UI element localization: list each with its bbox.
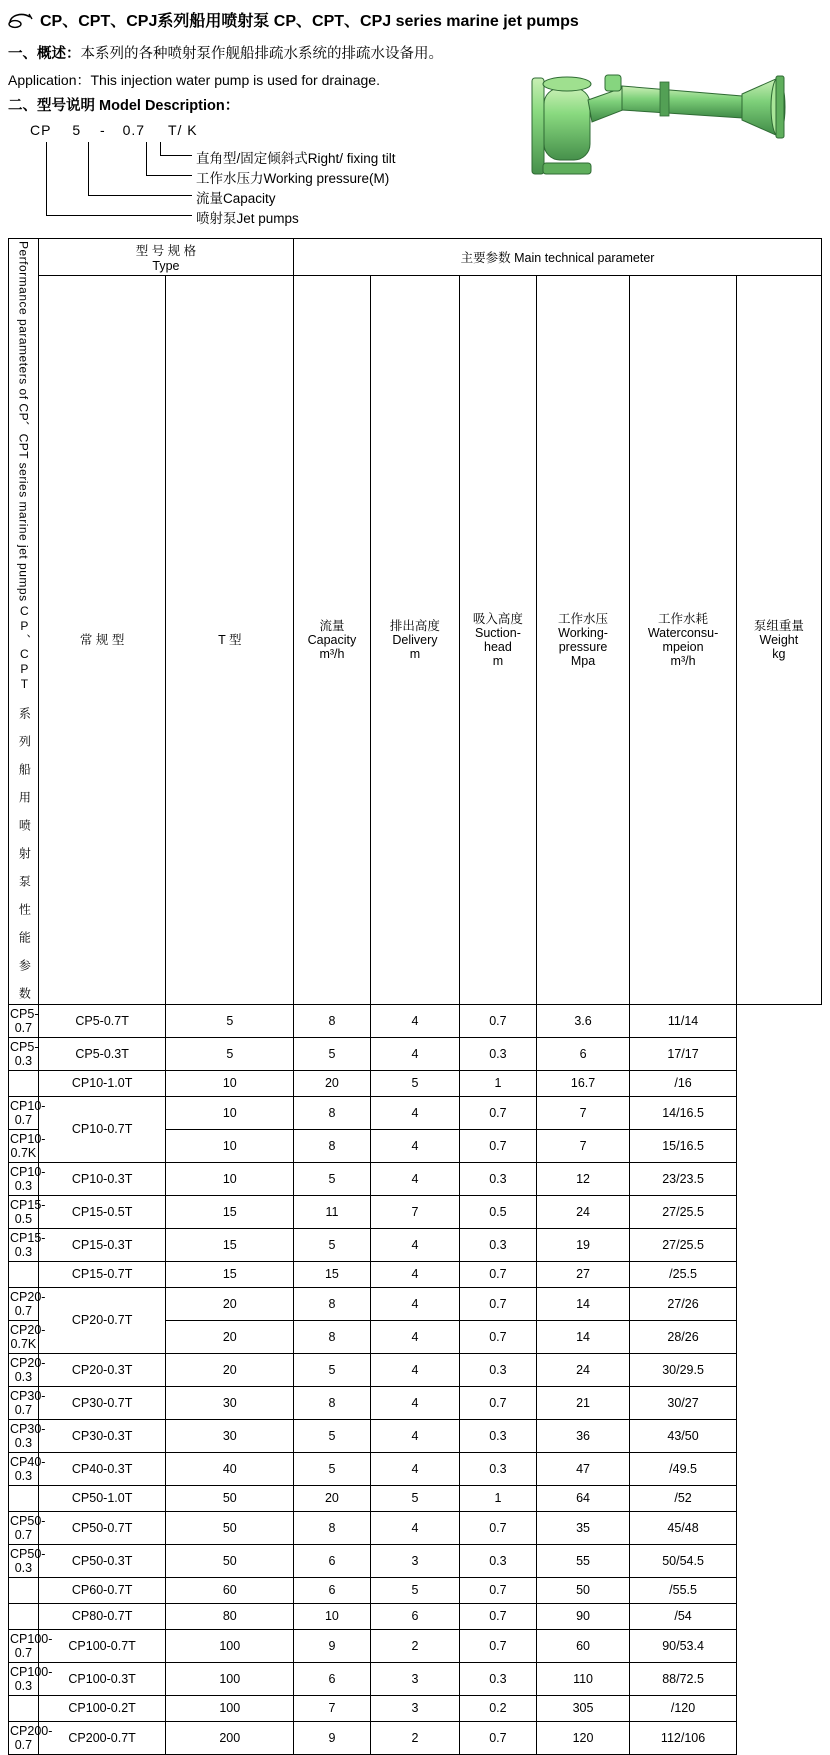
cell-suction-head: 3 <box>370 1544 459 1577</box>
cell-capacity: 10 <box>166 1162 294 1195</box>
cell-weight: 23/23.5 <box>630 1162 736 1195</box>
cell-t-type: CP100-0.2T <box>38 1695 166 1721</box>
cell-weight: 27/25.5 <box>630 1195 736 1228</box>
col-pressure-cn: 工作水压 <box>558 611 609 626</box>
table-row <box>9 1485 822 1511</box>
cell-regular-type: CP50-0.3 <box>9 1544 39 1577</box>
cell-capacity: 15 <box>166 1228 294 1261</box>
cell-capacity: 10 <box>166 1070 294 1096</box>
cell-regular-type: CP10-0.7K <box>9 1129 39 1162</box>
cell-water-consumption: 50 <box>536 1577 630 1603</box>
col-pressure-unit: Mpa <box>570 653 596 668</box>
col-capacity-cn: 流量 <box>319 618 345 633</box>
cell-water-consumption: 24 <box>536 1195 630 1228</box>
cell-weight: /54 <box>630 1603 736 1629</box>
col-consumption-header <box>630 276 736 1005</box>
cell-capacity: 50 <box>166 1544 294 1577</box>
cell-working-pressure: 0.5 <box>460 1195 537 1228</box>
cell-regular-type: CP200-0.7 <box>9 1721 39 1754</box>
cell-t-type: CP50-0.7T <box>38 1511 166 1544</box>
table-row <box>9 1386 822 1419</box>
cell-suction-head: 6 <box>370 1603 459 1629</box>
cell-suction-head: 4 <box>370 1261 459 1287</box>
col-capacity-header <box>294 276 371 1005</box>
cell-regular-type: CP20-0.7K <box>9 1320 39 1353</box>
cell-suction-head: 4 <box>370 1228 459 1261</box>
cell-t-type: CP30-0.7T <box>38 1386 166 1419</box>
cell-water-consumption: 47 <box>536 1452 630 1485</box>
cell-delivery: 8 <box>294 1129 371 1162</box>
col-t-header: T 型 <box>166 276 294 1005</box>
cell-working-pressure: 1 <box>460 1070 537 1096</box>
cell-delivery: 6 <box>294 1544 371 1577</box>
cell-working-pressure: 0.3 <box>460 1452 537 1485</box>
cell-delivery: 8 <box>294 1004 371 1037</box>
cell-t-type: CP20-0.7T <box>38 1287 166 1353</box>
cell-t-type: CP30-0.3T <box>38 1419 166 1452</box>
side-label-cell <box>9 239 39 1005</box>
type-header <box>38 239 293 276</box>
cell-working-pressure: 0.7 <box>460 1511 537 1544</box>
cell-t-type: CP10-0.3T <box>38 1162 166 1195</box>
cell-weight: /55.5 <box>630 1577 736 1603</box>
cell-regular-type: CP20-0.7 <box>9 1287 39 1320</box>
cell-water-consumption: 19 <box>536 1228 630 1261</box>
cell-capacity: 60 <box>166 1577 294 1603</box>
cell-delivery: 20 <box>294 1485 371 1511</box>
cell-suction-head: 4 <box>370 1037 459 1070</box>
cell-regular-type: CP100-0.7 <box>9 1629 39 1662</box>
cell-working-pressure: 0.7 <box>460 1129 537 1162</box>
cell-suction-head: 4 <box>370 1386 459 1419</box>
table-row <box>9 1629 822 1662</box>
cell-regular-type: CP30-0.7 <box>9 1386 39 1419</box>
cell-working-pressure: 0.7 <box>460 1629 537 1662</box>
cell-working-pressure: 1 <box>460 1485 537 1511</box>
cell-water-consumption: 60 <box>536 1629 630 1662</box>
cell-weight: 15/16.5 <box>630 1129 736 1162</box>
cell-regular-type: CP15-0.5 <box>9 1195 39 1228</box>
cell-regular-type: CP30-0.3 <box>9 1419 39 1452</box>
table-header-row-1 <box>9 239 822 276</box>
cell-capacity: 5 <box>166 1037 294 1070</box>
cell-delivery: 15 <box>294 1261 371 1287</box>
cell-working-pressure: 0.7 <box>460 1320 537 1353</box>
cell-suction-head: 4 <box>370 1419 459 1452</box>
cell-regular-type: CP50-0.7 <box>9 1511 39 1544</box>
cell-regular-type: CP40-0.3 <box>9 1452 39 1485</box>
cell-t-type: CP10-0.7T <box>38 1096 166 1162</box>
cell-weight: 45/48 <box>630 1511 736 1544</box>
cell-working-pressure: 0.3 <box>460 1162 537 1195</box>
cell-t-type: CP20-0.3T <box>38 1353 166 1386</box>
col-pressure-header <box>536 276 630 1005</box>
leader-line-4 <box>46 142 192 216</box>
side-label-english: Performance parameters of CP、CPT series marine jet pumps <box>16 241 31 602</box>
cell-delivery: 9 <box>294 1629 371 1662</box>
main-param-header: 主要参数 Main technical parameter <box>294 239 822 276</box>
cell-delivery: 10 <box>294 1603 371 1629</box>
table-row <box>9 1261 822 1287</box>
code-part-dash: - <box>100 122 106 138</box>
cell-capacity: 200 <box>166 1721 294 1754</box>
cell-capacity: 50 <box>166 1485 294 1511</box>
cell-working-pressure: 0.7 <box>460 1261 537 1287</box>
overview-label: 一、概述： <box>8 46 81 62</box>
cell-delivery: 9 <box>294 1721 371 1754</box>
cell-suction-head: 4 <box>370 1353 459 1386</box>
table-row <box>9 1603 822 1629</box>
cell-water-consumption: 7 <box>536 1096 630 1129</box>
col-suction-cn: 吸入高度 <box>472 611 523 626</box>
col-pressure-en: Working-pressure <box>558 625 608 654</box>
model-code-diagram <box>0 122 830 232</box>
cell-delivery: 8 <box>294 1320 371 1353</box>
cell-water-consumption: 120 <box>536 1721 630 1754</box>
cell-capacity: 15 <box>166 1261 294 1287</box>
cell-delivery: 20 <box>294 1070 371 1096</box>
cell-working-pressure: 0.3 <box>460 1419 537 1452</box>
cell-weight: 11/14 <box>630 1004 736 1037</box>
cell-suction-head: 4 <box>370 1511 459 1544</box>
model-desc-label: 二、型号说明 Model Description： <box>8 98 240 114</box>
cell-regular-type: CP100-0.3 <box>9 1662 39 1695</box>
cell-weight: /49.5 <box>630 1452 736 1485</box>
cell-water-consumption: 14 <box>536 1320 630 1353</box>
cell-delivery: 11 <box>294 1195 371 1228</box>
cell-water-consumption: 64 <box>536 1485 630 1511</box>
cell-weight: 27/26 <box>630 1287 736 1320</box>
cell-weight: 88/72.5 <box>630 1662 736 1695</box>
cell-suction-head: 4 <box>370 1320 459 1353</box>
cell-suction-head: 5 <box>370 1485 459 1511</box>
cell-suction-head: 2 <box>370 1721 459 1754</box>
table-row <box>9 1511 822 1544</box>
cell-working-pressure: 0.3 <box>460 1037 537 1070</box>
cell-weight: 14/16.5 <box>630 1096 736 1129</box>
cell-working-pressure: 0.3 <box>460 1544 537 1577</box>
cell-working-pressure: 0.7 <box>460 1287 537 1320</box>
cell-working-pressure: 0.3 <box>460 1353 537 1386</box>
cell-suction-head: 5 <box>370 1070 459 1096</box>
callout-label-2: 工作水压力Working pressure(M) <box>196 171 390 186</box>
cell-capacity: 100 <box>166 1695 294 1721</box>
cell-suction-head: 2 <box>370 1629 459 1662</box>
col-regular-header: 常 规 型 <box>38 276 166 1005</box>
cell-suction-head: 3 <box>370 1695 459 1721</box>
cell-weight: 28/26 <box>630 1320 736 1353</box>
callout-label-3: 流量Capacity <box>196 191 276 206</box>
cell-capacity: 80 <box>166 1603 294 1629</box>
cell-capacity: 50 <box>166 1511 294 1544</box>
cell-water-consumption: 14 <box>536 1287 630 1320</box>
cell-weight: 30/27 <box>630 1386 736 1419</box>
cell-working-pressure: 0.7 <box>460 1603 537 1629</box>
code-part-type: T/ K <box>167 122 198 138</box>
cell-delivery: 5 <box>294 1162 371 1195</box>
cell-capacity: 40 <box>166 1452 294 1485</box>
cell-t-type: CP100-0.7T <box>38 1629 166 1662</box>
cell-regular-type <box>9 1603 39 1629</box>
cell-water-consumption: 21 <box>536 1386 630 1419</box>
cell-weight: /120 <box>630 1695 736 1721</box>
col-delivery-header <box>370 276 459 1005</box>
cell-t-type: CP40-0.3T <box>38 1452 166 1485</box>
cell-regular-type <box>9 1070 39 1096</box>
cell-regular-type <box>9 1485 39 1511</box>
col-delivery-cn: 排出高度 <box>389 618 440 633</box>
cell-water-consumption: 110 <box>536 1662 630 1695</box>
table-row <box>9 1452 822 1485</box>
pump-logo-icon <box>8 10 34 30</box>
table-row <box>9 1096 822 1129</box>
cell-t-type: CP50-0.3T <box>38 1544 166 1577</box>
cell-capacity: 10 <box>166 1096 294 1129</box>
cell-t-type: CP15-0.7T <box>38 1261 166 1287</box>
cell-weight: /52 <box>630 1485 736 1511</box>
table-row <box>9 1577 822 1603</box>
cell-working-pressure: 0.3 <box>460 1662 537 1695</box>
cell-water-consumption: 7 <box>536 1129 630 1162</box>
overview-line <box>8 44 512 65</box>
cell-t-type: CP5-0.7T <box>38 1004 166 1037</box>
cell-capacity: 5 <box>166 1004 294 1037</box>
cell-working-pressure: 0.7 <box>460 1721 537 1754</box>
cell-water-consumption: 3.6 <box>536 1004 630 1037</box>
cell-water-consumption: 16.7 <box>536 1070 630 1096</box>
cell-delivery: 8 <box>294 1287 371 1320</box>
callout-label-4: 喷射泵Jet pumps <box>196 211 299 226</box>
cell-delivery: 5 <box>294 1452 371 1485</box>
cell-t-type: CP50-1.0T <box>38 1485 166 1511</box>
col-weight-unit: kg <box>772 646 786 661</box>
cell-t-type: CP10-1.0T <box>38 1070 166 1096</box>
table-row <box>9 1004 822 1037</box>
cell-capacity: 15 <box>166 1195 294 1228</box>
cell-weight: 90/53.4 <box>630 1629 736 1662</box>
cell-regular-type <box>9 1261 39 1287</box>
cell-delivery: 5 <box>294 1228 371 1261</box>
callout-label-1: 直角型/固定倾斜式Right/ fixing tilt <box>196 151 396 166</box>
cell-suction-head: 7 <box>370 1195 459 1228</box>
cell-working-pressure: 0.3 <box>460 1228 537 1261</box>
cell-delivery: 5 <box>294 1353 371 1386</box>
type-header-en: Type <box>152 259 180 273</box>
col-suction-header <box>460 276 537 1005</box>
col-delivery-en: Delivery <box>392 632 438 647</box>
cell-regular-type <box>9 1577 39 1603</box>
table-row <box>9 1162 822 1195</box>
cell-weight: 30/29.5 <box>630 1353 736 1386</box>
cell-t-type: CP60-0.7T <box>38 1577 166 1603</box>
cell-regular-type: CP10-0.3 <box>9 1162 39 1195</box>
intro-block <box>0 33 520 117</box>
cell-suction-head: 4 <box>370 1096 459 1129</box>
cell-regular-type: CP10-0.7 <box>9 1096 39 1129</box>
cell-suction-head: 5 <box>370 1577 459 1603</box>
cell-weight: 17/17 <box>630 1037 736 1070</box>
cell-delivery: 7 <box>294 1695 371 1721</box>
cell-suction-head: 4 <box>370 1287 459 1320</box>
cell-water-consumption: 35 <box>536 1511 630 1544</box>
cell-t-type: CP15-0.5T <box>38 1195 166 1228</box>
table-row <box>9 1070 822 1096</box>
cell-water-consumption: 90 <box>536 1603 630 1629</box>
cell-capacity: 100 <box>166 1629 294 1662</box>
table-row <box>9 1353 822 1386</box>
overview-text: 本系列的各种喷射泵作舰船排疏水系统的排疏水设备用。 <box>80 46 443 62</box>
table-row <box>9 1721 822 1754</box>
cell-capacity: 20 <box>166 1353 294 1386</box>
model-code-line <box>30 122 198 138</box>
cell-working-pressure: 0.7 <box>460 1096 537 1129</box>
col-weight-header <box>736 276 821 1005</box>
col-consumption-unit: m³/h <box>670 653 696 668</box>
cell-water-consumption: 55 <box>536 1544 630 1577</box>
cell-t-type: CP200-0.7T <box>38 1721 166 1754</box>
cell-weight: 112/106 <box>630 1721 736 1754</box>
cell-suction-head: 4 <box>370 1004 459 1037</box>
col-capacity-unit: m³/h <box>319 646 345 661</box>
cell-weight: 50/54.5 <box>630 1544 736 1577</box>
cell-weight: /25.5 <box>630 1261 736 1287</box>
type-header-cn: 型 号 规 格 <box>135 244 197 258</box>
page-title: CP、CPT、CPJ系列船用喷射泵 CP、CPT、CPJ series marine jet pumps <box>40 13 579 30</box>
cell-capacity: 30 <box>166 1386 294 1419</box>
cell-t-type: CP5-0.3T <box>38 1037 166 1070</box>
col-suction-en: Suction-head <box>475 625 521 654</box>
cell-working-pressure: 0.2 <box>460 1695 537 1721</box>
cell-water-consumption: 27 <box>536 1261 630 1287</box>
cell-water-consumption: 6 <box>536 1037 630 1070</box>
spec-table <box>8 238 822 1755</box>
cell-suction-head: 4 <box>370 1162 459 1195</box>
table-row <box>9 1662 822 1695</box>
cell-regular-type: CP15-0.3 <box>9 1228 39 1261</box>
cell-delivery: 8 <box>294 1386 371 1419</box>
side-label-chinese: CP、CPT 系 列 船 用 喷 射 泵 性 能 参 数 <box>17 603 32 1000</box>
cell-delivery: 6 <box>294 1662 371 1695</box>
cell-capacity: 20 <box>166 1320 294 1353</box>
cell-working-pressure: 0.7 <box>460 1577 537 1603</box>
code-part-pressure: 0.7 <box>122 122 146 138</box>
cell-working-pressure: 0.7 <box>460 1386 537 1419</box>
application-line: Application：This injection water pump is used for drainage. <box>8 72 380 88</box>
cell-capacity: 20 <box>166 1287 294 1320</box>
code-part-cp: CP <box>30 122 52 138</box>
cell-water-consumption: 305 <box>536 1695 630 1721</box>
cell-capacity: 30 <box>166 1419 294 1452</box>
table-row <box>9 1037 822 1070</box>
table-row <box>9 1544 822 1577</box>
cell-t-type: CP100-0.3T <box>38 1662 166 1695</box>
table-row <box>9 1695 822 1721</box>
cell-weight: 27/25.5 <box>630 1228 736 1261</box>
cell-t-type: CP15-0.3T <box>38 1228 166 1261</box>
table-header-row-2 <box>9 276 822 944</box>
cell-regular-type: CP20-0.3 <box>9 1353 39 1386</box>
cell-delivery: 8 <box>294 1511 371 1544</box>
col-consumption-cn: 工作水耗 <box>658 611 709 626</box>
cell-delivery: 8 <box>294 1096 371 1129</box>
cell-working-pressure: 0.7 <box>460 1004 537 1037</box>
col-weight-en: Weight <box>759 632 799 647</box>
table-row <box>9 1419 822 1452</box>
cell-delivery: 5 <box>294 1037 371 1070</box>
cell-suction-head: 4 <box>370 1452 459 1485</box>
col-consumption-en: Waterconsu-mpeion <box>647 625 719 654</box>
cell-weight: 43/50 <box>630 1419 736 1452</box>
col-delivery-unit: m <box>409 646 421 661</box>
col-weight-cn: 泵组重量 <box>753 618 804 633</box>
cell-water-consumption: 24 <box>536 1353 630 1386</box>
cell-weight: /16 <box>630 1070 736 1096</box>
table-row <box>9 1195 822 1228</box>
cell-capacity: 10 <box>166 1129 294 1162</box>
cell-delivery: 6 <box>294 1577 371 1603</box>
table-row <box>9 1287 822 1320</box>
page-header <box>0 0 830 33</box>
col-capacity-en: Capacity <box>307 632 357 647</box>
cell-regular-type <box>9 1695 39 1721</box>
cell-capacity: 100 <box>166 1662 294 1695</box>
table-body <box>9 1004 822 1754</box>
cell-t-type: CP80-0.7T <box>38 1603 166 1629</box>
cell-suction-head: 4 <box>370 1129 459 1162</box>
cell-regular-type: CP5-0.3 <box>9 1037 39 1070</box>
code-part-capacity: 5 <box>72 122 82 138</box>
col-suction-unit: m <box>492 653 504 668</box>
cell-water-consumption: 12 <box>536 1162 630 1195</box>
cell-regular-type: CP5-0.7 <box>9 1004 39 1037</box>
cell-water-consumption: 36 <box>536 1419 630 1452</box>
cell-delivery: 5 <box>294 1419 371 1452</box>
table-row <box>9 1228 822 1261</box>
cell-suction-head: 3 <box>370 1662 459 1695</box>
